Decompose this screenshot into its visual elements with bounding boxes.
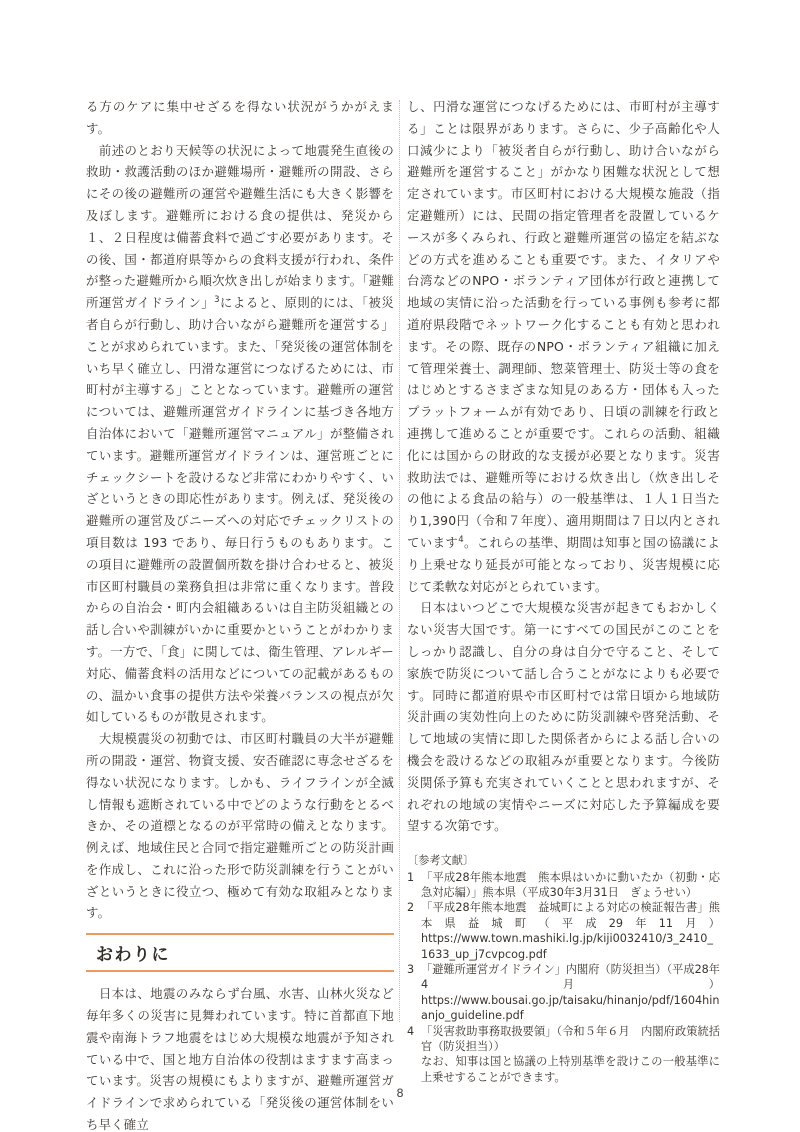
page-number: 8 [396, 1086, 404, 1100]
paragraph-initial-response: 大規模震災の初動では、市区町村職員の大半が避難所の開設・運営、物資支援、安否確認に専念せざるを得ない状況になります。しかも、ライフラインが全滅し情報も遮断されている中でどのような行動をとるべきか、その道標となるのが平常時の備えとなります。例えば、地域住民と合同で指定避難所ごとの防災計画を作成し、これに沿った形で防災訓練を行うことがいざというときに役立つ、極めて有効な取組みとなります。 [86, 731, 394, 921]
footnote-ref-3: 3 [214, 295, 220, 306]
reference-item-3 [407, 962, 720, 1024]
reference-4-note: なお、知事は国と協議の上特別基準を設けこの一般基準に上乗せすることができます。 [421, 1055, 720, 1084]
reference-number: 1 [407, 870, 415, 884]
paragraph-text: し、円滑な運営につなげるためには、市町村が主導する」ことは限界があります。さらに、少子高齢化や人口減少により「被災者自らが行動し、助け合いながら避難所を運営すること」がかなり困難な状況として想定されています。市区町村における大規模な施設（指定避難所）には、民間の指定管理者を設置しているケースが多くみられ、行政と避難所運営の協定を結ぶなどの方式を進めることも重要です。また、イタリアや台湾などのNPO・ボランティア団体が行政と連携して地域の実情に沿った活動を行っている事例も参考に都道府県段階でネットワーク化することも有効と思われます。その際、既存のNPO・ボランティア組織に加えて管理栄養士、調理師、惣菜管理士、防災士等の食をはじめとするさまざまな知見のある方・団体も入ったプラットフォームが有効であり、日頃の訓練を行政と連携して進めることが重要です。これらの活動、組織化には国からの財政的な支援が必要となります。災害救助法では、避難所等における炊き出し（炊き出しその他による食品の給与）の一般基準は、１人１日当たり1,390円（令和７年度）、適用期間は７日以内とされています [407, 99, 720, 550]
column-divider [399, 100, 400, 1022]
paragraph-municipal-limits [407, 96, 720, 597]
right-column [407, 96, 720, 1085]
reference-number: 4 [407, 1024, 415, 1038]
section-heading-label: おわりに [96, 945, 170, 966]
references-heading: 〔参考文献〕 [407, 854, 475, 868]
reference-item-1 [407, 870, 720, 901]
section-heading-owarini [86, 933, 394, 972]
paragraph-disaster-nation: 日本はいつどこで大規模な災害が起きてもおかしくない災害大国です。第一にすべての国民がこのことをしっかり認識し、自分の身は自分で守ること、そして家族で防災について話し合うことがなによりも必要です。同時に都道府県や市区町村では常日頃から地域防災計画の実効性向上のために防災訓練や啓発活動、そして地域の実情に即した関係者からによる話し合いの機会を設けるなどの取組みが重要となります。今後防災関係予算も充実されていくことと思われますが、それぞれの地域の実情やニーズに対応した予算編成を要望する次第です。 [407, 600, 720, 834]
reference-text: 「平成28年熊本地震 益城町による対応の検証報告書」熊本県益城町（平成29年11月）https://www.town.mashiki.lg.jp/kiji0032410/3_2410_1633_up_j7cvpcog.pdf [421, 901, 720, 961]
paragraph-shelter-operation [86, 140, 394, 729]
reference-number: 2 [407, 901, 415, 915]
paragraph-text: によると、原則的には、「被災者自らが行動し、助け合いながら避難所を運営する」ことが求められています。また、「発災後の運営体制をいち早く確立し、円滑な運営につなげるためには、市町村が主導する」こととなっています。避難所の運営については、避難所運営ガイドラインに基づき各地方自治体において「避難所運営マニュアル」が整備されています。避難所運営ガイドラインは、運営班ごとにチェックシートを設けるなど非常にわかりやすく、いざというときの即応性があります。例えば、発災後の避難所の運営及びニーズへの対応でチェックリストの項目数は 193 であり、毎日行うものもあります。この項目に避難所の設置個所数を掛け合わせると、被災市区町村職員の業務負担は非常に重くなります。普段からの自治会・町内会組織あるいは自主防災組織との話し合いや訓練がいかに重要かということがわかります。一方で、「食」に関しては、衛生管理、アレルギー対応、備蓄食料の活用などについての記載があるものの、温かい食事の提供方法や栄養バランスの視点が欠如しているものが散見されます。 [86, 295, 394, 725]
reference-number: 3 [407, 962, 415, 976]
reference-item-4 [407, 1024, 720, 1055]
paragraph-text: 。これらの基準、期間は知事と国の協議により上乗せなり延長が可能となっており、災害規模に応じて柔軟な対応がとられています。 [407, 534, 720, 594]
references-section [407, 853, 720, 1085]
reference-text: 「災害救助事務取扱要領」（令和５年６月 内閣府政策統括官（防災担当）） [421, 1024, 720, 1053]
reference-item-2 [407, 900, 720, 962]
paragraph-continuation: る方のケアに集中せざるを得ない状況がうかがえます。 [86, 99, 394, 136]
paragraph-text: 前述のとおり天候等の状況によって地震発生直後の救助・救護活動のほか避難場所・避難所の開設、さらにその後の避難所の運営や避難生活にも大きく影響を及ぼします。避難所における食の提供は、発災から１、２日程度は備蓄食料で過ごす必要があります。その後、国・都道府県等からの食料支援が行われ、条件が整った避難所から順次炊き出しが始まります。「避難所運営ガイドライン」 [86, 142, 394, 311]
footnote-ref-4: 4 [458, 534, 464, 545]
reference-text: 「平成28年熊本地震 熊本県はいかに動いたか（初動・応急対応編）」熊本県（平成30年3月31日 ぎょうせい） [421, 870, 720, 899]
left-column [86, 96, 394, 1132]
reference-text: 「避難所運営ガイドライン」内閣府（防災担当）（平成28年4月）https://www.bousai.go.jp/taisaku/hinanjo/pdf/1604hinanjo_guideline.pdf [421, 962, 720, 1023]
paragraph-conclusion-start: 日本は、地震のみならず台風、水害、山林火災など毎年多くの災害に見舞われています。特に首都直下地震や南海トラフ地震をはじめ大規模な地震が予知されている中で、国と地方自治体の役割はますます高まっています。災害の規模にもよりますが、避難所運営ガイドラインで求められている「発災後の運営体制をいち早く確立 [86, 986, 394, 1132]
